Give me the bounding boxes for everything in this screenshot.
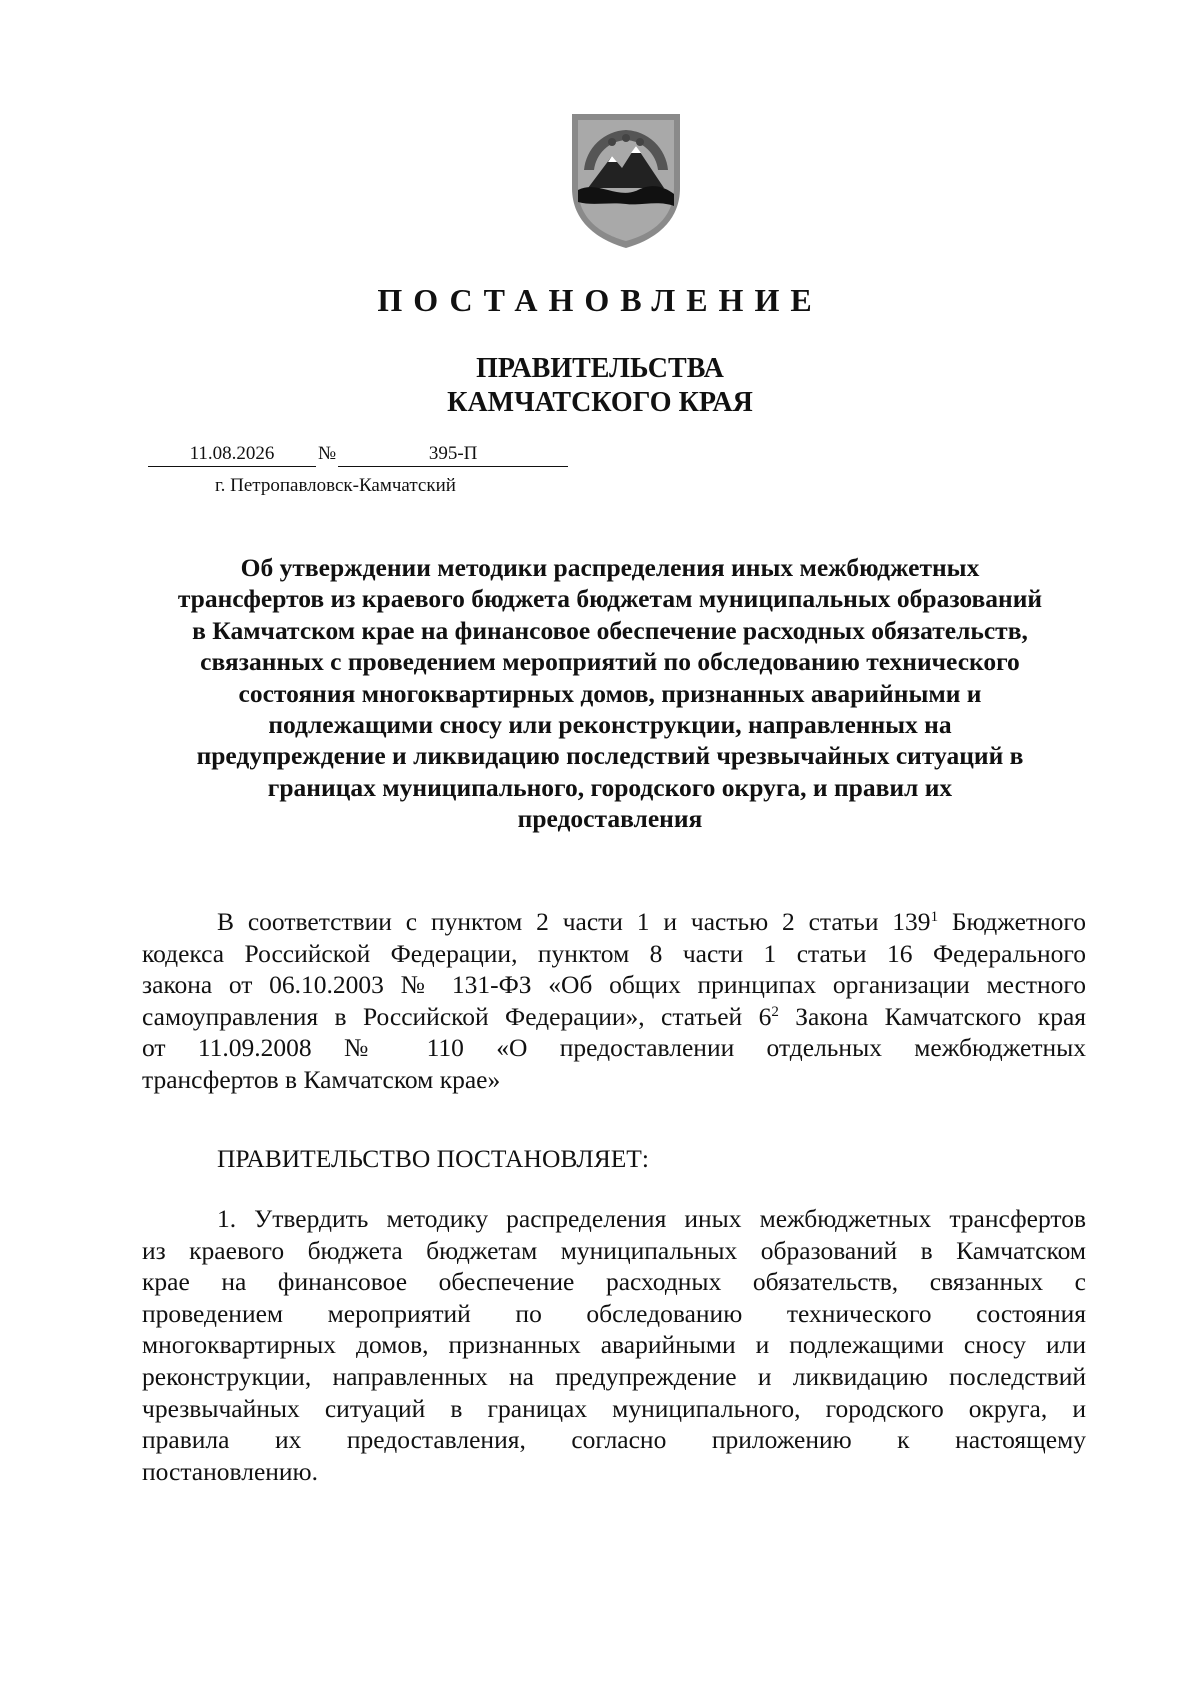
title-line: состояния многоквартирных домов, признанных аварийными и <box>238 678 982 708</box>
preamble-text: самоуправления в Российской Федерации», статьей 6 <box>142 1001 772 1031</box>
title-line: подлежащими сносу или реконструкции, направленных на <box>268 710 952 740</box>
preamble-line: закона от 06.10.2003 № 131-ФЗ «Об общих принципах организации местного <box>142 970 1086 1000</box>
preamble-text: Закона Камчатского края <box>778 1001 1086 1031</box>
issue-city: г. Петропавловск-Камчатский <box>215 475 456 496</box>
item-line: крае на финансовое обеспечение расходных обязательств, связанных с <box>142 1267 1086 1297</box>
preamble-line: от 11.09.2008 № 110 «О предоставлении отдельных межбюджетных <box>142 1033 1086 1063</box>
preamble-paragraph <box>142 906 1086 1096</box>
preamble-text: Бюджетного <box>938 907 1086 936</box>
issuer-heading <box>0 352 1200 420</box>
registration-date: 11.08.2026 <box>148 442 316 467</box>
item-line: из краевого бюджета бюджетам муниципальных образований в Камчатском <box>142 1235 1086 1265</box>
preamble-line: трансфертов в Камчатском крае» <box>142 1064 501 1094</box>
item-line: 1. Утвердить методику распределения иных межбюджетных трансфертов <box>217 1204 1086 1233</box>
number-label: № <box>318 443 337 464</box>
title-line: трансфертов из краевого бюджета бюджетам муниципальных образований <box>177 584 1043 614</box>
title-line: связанных с проведением мероприятий по обследованию технического <box>200 647 1020 677</box>
title-line: предоставления <box>517 804 703 834</box>
preamble-text: В соответствии с пунктом 2 части 1 и частью 2 статьи 139 <box>217 907 931 936</box>
item-line: многоквартирных домов, признанных аварийными и подлежащими сносу или <box>142 1330 1086 1360</box>
superscript: 1 <box>930 909 939 925</box>
preamble-line <box>142 1001 1086 1033</box>
title-line: предупреждение и ликвидацию последствий чрезвычайных ситуаций в <box>196 741 1024 771</box>
document-title <box>140 552 1080 835</box>
title-line: Об утверждении методики распределения иных межбюджетных <box>240 553 980 582</box>
title-line: границах муниципального, городского округа, и правил их <box>267 772 953 802</box>
item-line: проведением мероприятий по обследованию технического состояния <box>142 1298 1086 1328</box>
item-line: постановлению. <box>142 1456 318 1486</box>
title-line: в Камчатском крае на финансовое обеспечение расходных обязательств, <box>192 615 1028 645</box>
issuer-line-2: КАМЧАТСКОГО КРАЯ <box>447 387 753 418</box>
item-line: правила их предоставления, согласно приложению к настоящему <box>142 1425 1086 1455</box>
registration-line <box>148 442 568 467</box>
item-1-paragraph <box>142 1203 1086 1487</box>
item-line: чрезвычайных ситуаций в границах муниципального, городского округа, и <box>142 1393 1086 1423</box>
registration-number: 395-П <box>338 442 568 467</box>
item-line: реконструкции, направленных на предупреждение и ликвидацию последствий <box>142 1361 1086 1391</box>
preamble-line: кодекса Российской Федерации, пунктом 8 части 1 статьи 16 Федерального <box>142 938 1086 968</box>
resolution-heading: ПРАВИТЕЛЬСТВО ПОСТАНОВЛЯЕТ: <box>217 1144 649 1173</box>
superscript: 2 <box>771 1003 779 1020</box>
preamble-line <box>142 906 1086 938</box>
coat-of-arms-icon <box>568 110 684 250</box>
document-type-heading: ПОСТАНОВЛЕНИЕ <box>377 282 823 318</box>
issuer-line-1: ПРАВИТЕЛЬСТВА <box>476 353 724 384</box>
